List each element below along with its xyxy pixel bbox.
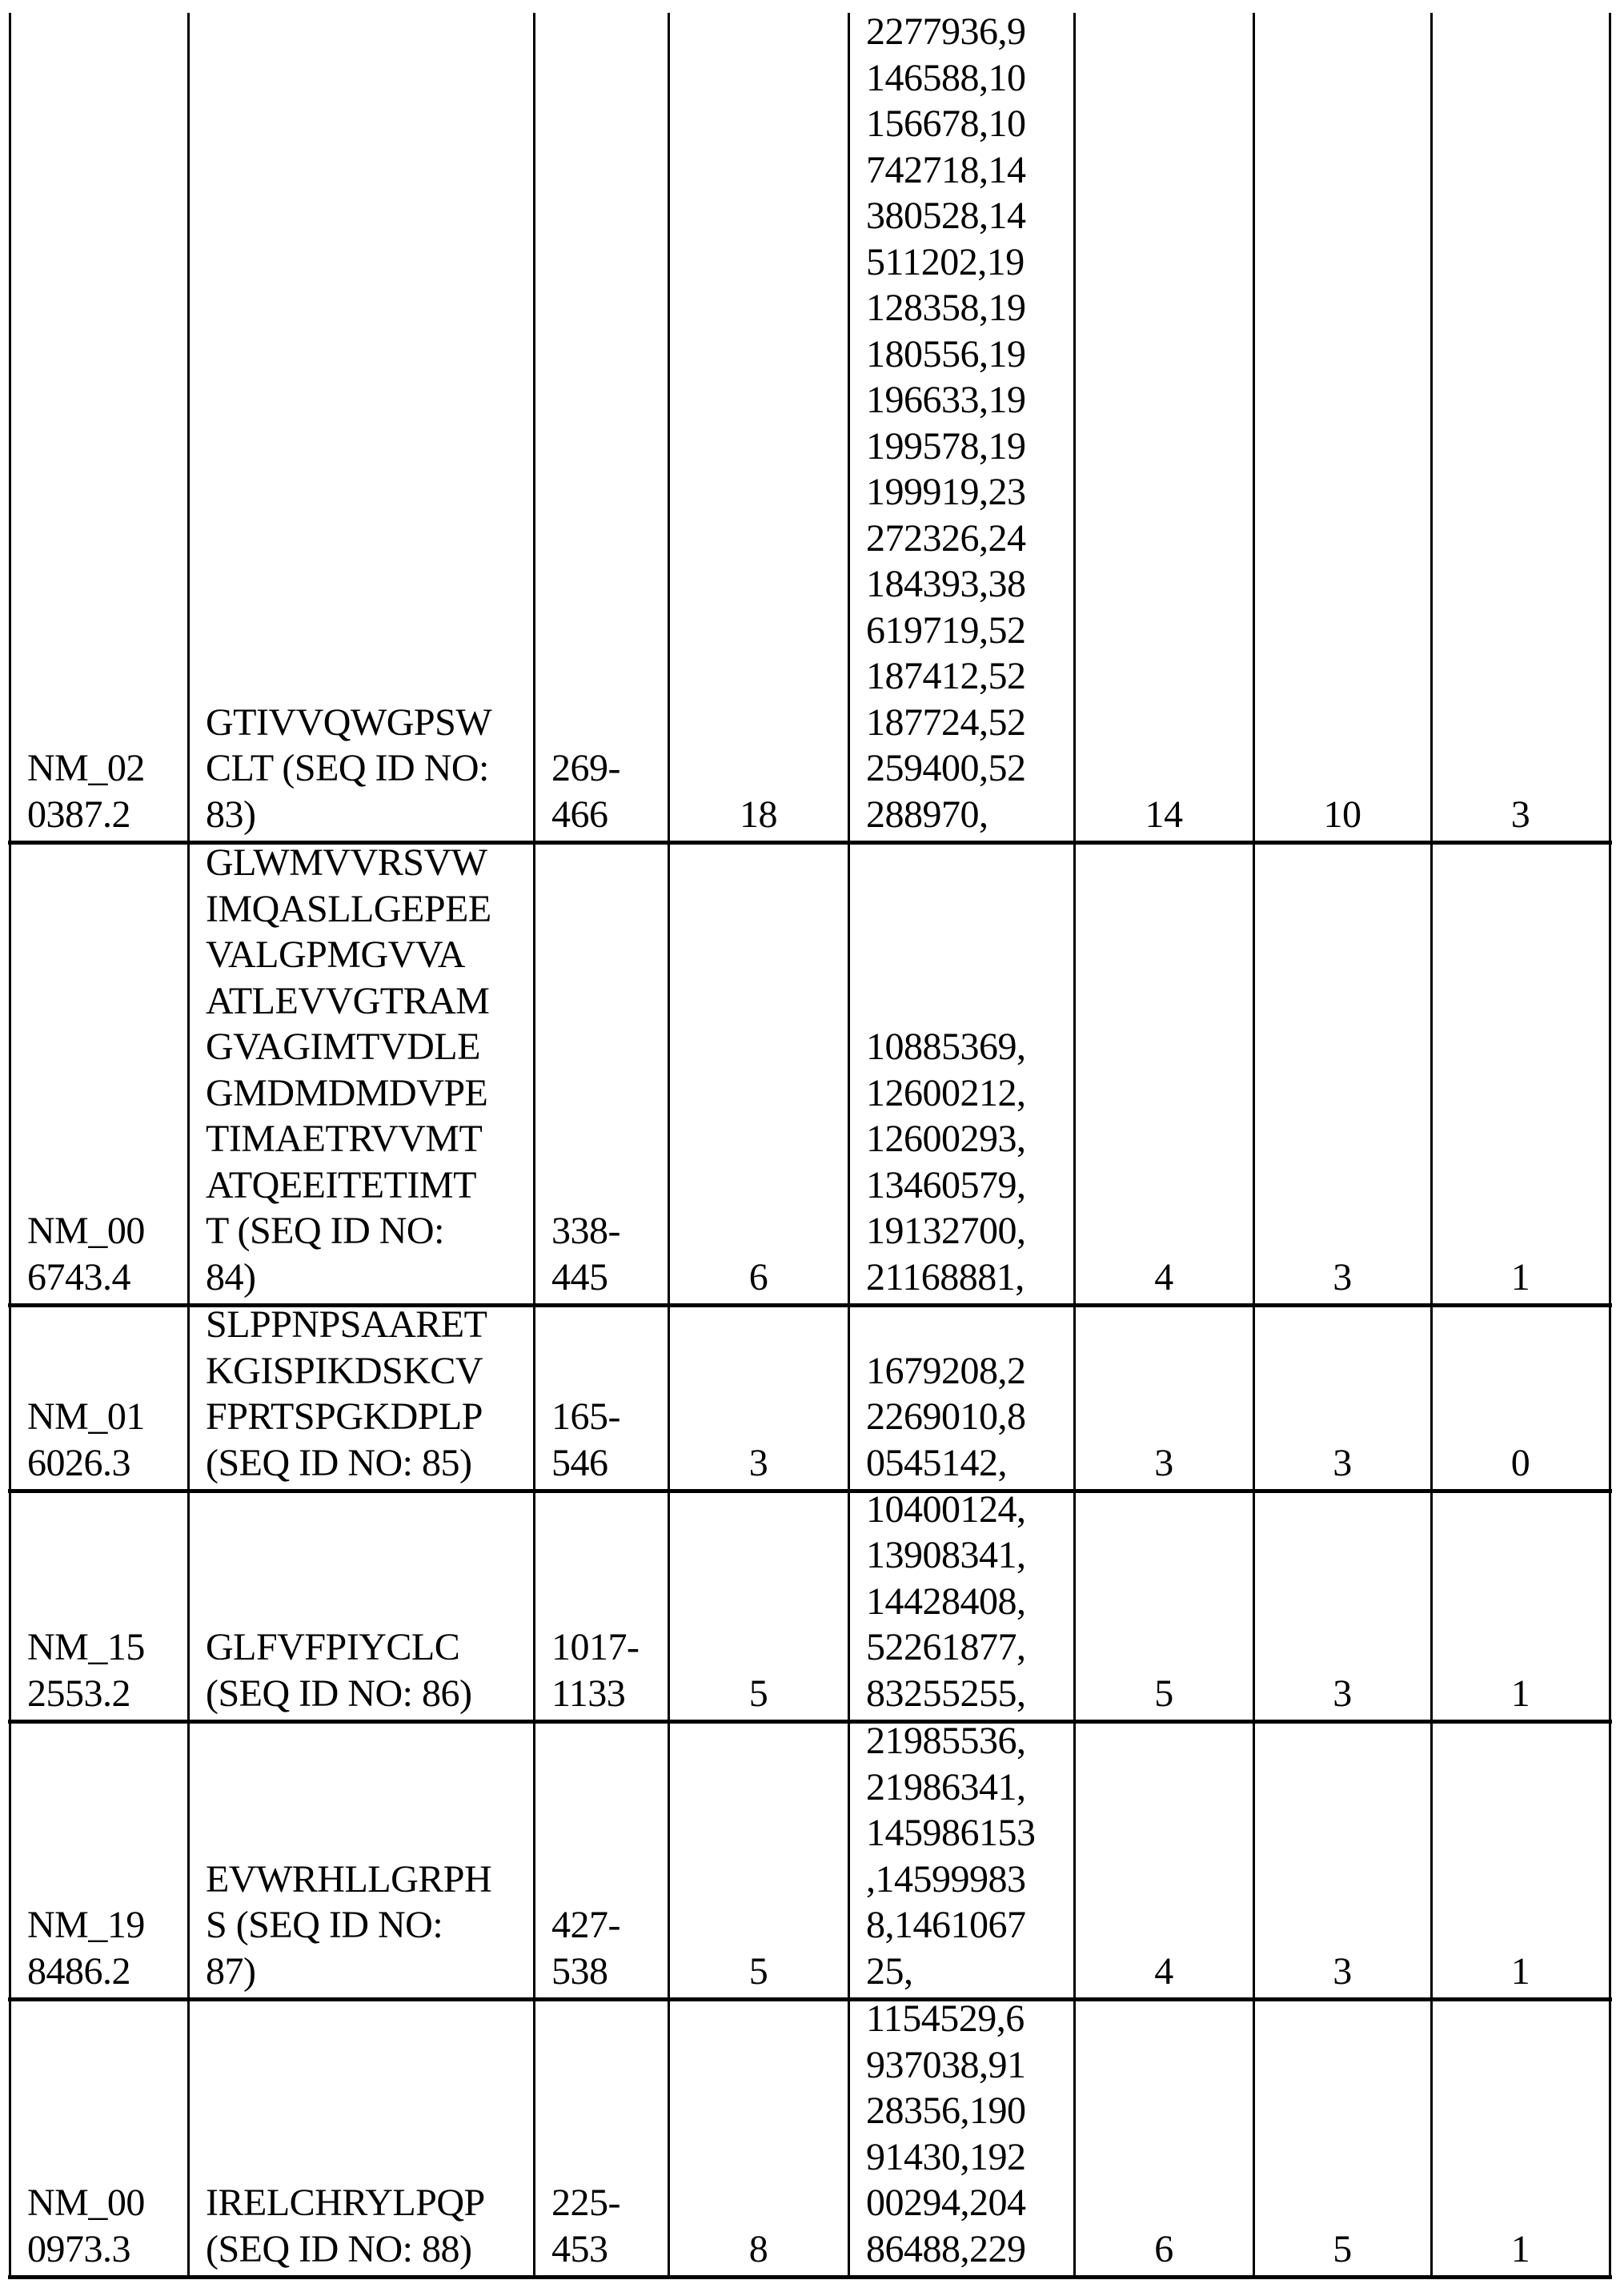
- cell-text-line: 1: [1510, 1672, 1530, 1715]
- cell-text-line: 00294,204: [866, 2182, 1026, 2224]
- cell-text-line: 12600293,: [866, 1118, 1026, 1160]
- cell-text-line: 165-: [551, 1395, 620, 1438]
- cell-text-line: 199578,19: [866, 424, 1026, 468]
- cell-text-line: 8: [748, 2227, 768, 2270]
- cell-text-line: 5: [748, 1672, 768, 1715]
- cell-text-line: 25,: [866, 1949, 913, 1993]
- cell-text-line: 3: [1333, 1949, 1352, 1993]
- accession-cell: [10, 13, 188, 842]
- cell-text-line: 18: [740, 793, 777, 836]
- value-cell: [1074, 1721, 1253, 1999]
- accession-cell: [10, 1721, 188, 1999]
- value-cell: [1431, 842, 1610, 1305]
- value-cell: [1431, 1491, 1610, 1721]
- sequence-cell: [188, 1721, 534, 1999]
- value-cell: [1074, 13, 1253, 842]
- ids-cell: [848, 1487, 1074, 1721]
- cell-text-line: 1: [1510, 1255, 1530, 1299]
- cell-text-line: 83255255,: [866, 1672, 1026, 1715]
- cell-text-line: CLT (SEQ ID NO:: [206, 747, 489, 789]
- cell-text-line: 6026.3: [27, 1441, 130, 1484]
- accession-cell: [10, 842, 188, 1305]
- cell-text-line: 91430,192: [866, 2135, 1026, 2178]
- cell-text-line: 466: [551, 793, 608, 836]
- range-cell: [534, 1305, 668, 1491]
- cell-text-line: 6: [748, 1255, 768, 1299]
- cell-text-line: NM_00: [27, 2182, 145, 2224]
- cell-text-line: IMQASLLGEPEE: [206, 887, 491, 930]
- value-cell: [1431, 1721, 1610, 1999]
- cell-text-line: 12600212,: [866, 1071, 1026, 1114]
- cell-text-line: 196633,19: [866, 379, 1026, 421]
- cell-text-line: GVAGIMTVDLE: [206, 1026, 480, 1068]
- cell-text-line: 288970,: [866, 793, 988, 836]
- cell-text-line: 4: [1154, 1255, 1173, 1299]
- value-cell: [1253, 1491, 1431, 1721]
- cell-text-line: 28356,190: [866, 2089, 1026, 2132]
- cell-text-line: NM_19: [27, 1904, 145, 1946]
- cell-text-line: 619719,52: [866, 608, 1026, 652]
- count-cell: [668, 1999, 848, 2277]
- cell-text-line: 14428408,: [866, 1580, 1026, 1623]
- cell-text-line: (SEQ ID NO: 86): [206, 1672, 472, 1715]
- cell-text-line: GMDMDMDVPE: [206, 1071, 488, 1114]
- cell-text-line: IRELCHRYLPQP: [206, 2182, 485, 2224]
- cell-text-line: 145986153: [866, 1812, 1036, 1854]
- cell-text-line: 10885369,: [866, 1026, 1026, 1068]
- cell-text-line: 742718,14: [866, 148, 1026, 191]
- ids-cell: [848, 842, 1074, 1305]
- count-cell: [668, 1721, 848, 1999]
- cell-text-line: 1679208,2: [866, 1349, 1026, 1392]
- cell-text-line: 13908341,: [866, 1534, 1026, 1576]
- value-cell: [1253, 842, 1431, 1305]
- cell-text-line: 3: [748, 1441, 768, 1484]
- count-cell: [668, 1305, 848, 1491]
- cell-text-line: 14: [1145, 793, 1183, 836]
- range-cell: [534, 13, 668, 842]
- cell-text-line: 338-: [551, 1210, 620, 1252]
- cell-text-line: 2277936,9: [866, 10, 1026, 53]
- cell-text-line: 128358,19: [866, 287, 1026, 329]
- range-cell: [534, 1999, 668, 2277]
- cell-text-line: 445: [551, 1255, 608, 1299]
- cell-text-line: 1: [1510, 1949, 1530, 1993]
- value-cell: [1074, 1999, 1253, 2277]
- cell-text-line: TIMAETRVVMT: [206, 1118, 483, 1160]
- cell-text-line: 937038,91: [866, 2043, 1026, 2086]
- cell-text-line: KGISPIKDSKCV: [206, 1349, 483, 1392]
- cell-text-line: (SEQ ID NO: 85): [206, 1441, 472, 1484]
- cell-text-line: 0387.2: [27, 793, 130, 836]
- cell-text-line: 0: [1510, 1441, 1530, 1484]
- sequence-cell: [188, 1305, 534, 1491]
- cell-text-line: SLPPNPSAARET: [206, 1303, 487, 1346]
- cell-text-line: 4: [1154, 1949, 1173, 1993]
- cell-text-line: 187412,52: [866, 655, 1026, 697]
- cell-text-line: 1154529,6: [866, 1997, 1025, 2040]
- cell-text-line: 0973.3: [27, 2227, 130, 2270]
- cell-text-line: (SEQ ID NO: 88): [206, 2227, 472, 2270]
- accession-cell: [10, 1999, 188, 2277]
- accession-cell: [10, 1491, 188, 1721]
- cell-text-line: GLFVFPIYCLC: [206, 1626, 460, 1668]
- cell-text-line: 87): [206, 1949, 256, 1993]
- cell-text-line: 21168881,: [866, 1255, 1025, 1299]
- cell-text-line: 427-: [551, 1904, 620, 1946]
- cell-text-line: GTIVVQWGPSW: [206, 700, 492, 744]
- cell-text-line: 180556,19: [866, 332, 1026, 375]
- cell-text-line: ATQEEITETIMT: [206, 1163, 476, 1206]
- ids-cell: [848, 1721, 1074, 1999]
- cell-text-line: 10400124,: [866, 1487, 1026, 1531]
- ids-cell: [848, 10, 1074, 842]
- value-cell: [1253, 1721, 1431, 1999]
- value-cell: [1431, 1999, 1610, 2277]
- cell-text-line: S (SEQ ID NO:: [206, 1904, 443, 1946]
- ids-cell: [848, 1999, 1074, 2277]
- cell-text-line: ATLEVVGTRAM: [206, 979, 490, 1022]
- cell-text-line: VALGPMGVVA: [206, 933, 465, 976]
- cell-text-line: GLWMVVRSVW: [206, 841, 487, 884]
- cell-text-line: T (SEQ ID NO:: [206, 1210, 444, 1252]
- value-cell: [1074, 1491, 1253, 1721]
- cell-text-line: 3: [1154, 1441, 1173, 1484]
- cell-text-line: 3: [1333, 1672, 1352, 1715]
- count-cell: [668, 1491, 848, 1721]
- value-cell: [1253, 13, 1431, 842]
- cell-text-line: 0545142,: [866, 1441, 1007, 1484]
- cell-text-line: 6743.4: [27, 1255, 130, 1299]
- cell-text-line: 5: [1154, 1672, 1173, 1715]
- cell-text-line: 21985536,: [866, 1720, 1026, 1762]
- count-cell: [668, 842, 848, 1305]
- range-cell: [534, 1491, 668, 1721]
- cell-text-line: 21986341,: [866, 1765, 1026, 1808]
- cell-text-line: 8486.2: [27, 1949, 130, 1993]
- cell-text-line: 453: [551, 2227, 608, 2270]
- cell-text-line: 146588,10: [866, 56, 1026, 99]
- range-cell: [534, 1721, 668, 1999]
- cell-text-line: 1017-: [551, 1626, 640, 1668]
- cell-text-line: 13460579,: [866, 1163, 1026, 1206]
- ids-cell: [848, 1305, 1074, 1491]
- cell-text-line: 1133: [551, 1672, 626, 1715]
- cell-text-line: 187724,52: [866, 700, 1026, 744]
- cell-text-line: 83): [206, 793, 256, 836]
- value-cell: [1431, 1305, 1610, 1491]
- cell-text-line: NM_00: [27, 1210, 145, 1252]
- cell-text-line: EVWRHLLGRPH: [206, 1857, 492, 1901]
- cell-text-line: 380528,14: [866, 195, 1026, 237]
- cell-text-line: 86488,229: [866, 2227, 1026, 2270]
- cell-text-line: 52261877,: [866, 1626, 1026, 1668]
- cell-text-line: 2553.2: [27, 1672, 130, 1715]
- cell-text-line: 156678,10: [866, 102, 1026, 145]
- cell-text-line: 19132700,: [866, 1210, 1026, 1252]
- cell-text-line: 5: [1333, 2227, 1352, 2270]
- cell-text-line: 3: [1510, 793, 1530, 836]
- cell-text-line: NM_01: [27, 1395, 145, 1438]
- cell-text-line: NM_02: [27, 747, 145, 789]
- count-cell: [668, 13, 848, 842]
- value-cell: [1431, 13, 1610, 842]
- cell-text-line: NM_15: [27, 1626, 145, 1668]
- cell-text-line: 5: [748, 1949, 768, 1993]
- cell-text-line: 269-: [551, 747, 620, 789]
- value-cell: [1253, 1305, 1431, 1491]
- cell-text-line: 511202,19: [866, 240, 1025, 283]
- cell-text-line: 3: [1333, 1441, 1352, 1484]
- value-cell: [1074, 842, 1253, 1305]
- cell-text-line: 1: [1510, 2227, 1530, 2270]
- cell-text-line: 225-: [551, 2182, 620, 2224]
- range-cell: [534, 842, 668, 1305]
- cell-text-line: 6: [1154, 2227, 1173, 2270]
- accession-cell: [10, 1305, 188, 1491]
- sequence-cell: [188, 1999, 534, 2277]
- cell-text-line: 199919,23: [866, 471, 1026, 513]
- sequence-cell: [188, 842, 534, 1305]
- sequence-cell: [188, 13, 534, 842]
- cell-text-line: 2269010,8: [866, 1395, 1026, 1438]
- cell-text-line: 84): [206, 1255, 256, 1299]
- value-cell: [1074, 1305, 1253, 1491]
- cell-text-line: ,14599983: [866, 1857, 1026, 1901]
- cell-text-line: 184393,38: [866, 563, 1026, 605]
- sequence-cell: [188, 1491, 534, 1721]
- cell-text-line: 3: [1333, 1255, 1352, 1299]
- cell-text-line: 259400,52: [866, 747, 1026, 789]
- value-cell: [1253, 1999, 1431, 2277]
- cell-text-line: 8,1461067: [866, 1904, 1026, 1946]
- cell-text-line: 10: [1323, 793, 1361, 836]
- cell-text-line: 546: [551, 1441, 608, 1484]
- cell-text-line: 538: [551, 1949, 608, 1993]
- cell-text-line: FPRTSPGKDPLP: [206, 1395, 483, 1438]
- cell-text-line: 272326,24: [866, 516, 1026, 560]
